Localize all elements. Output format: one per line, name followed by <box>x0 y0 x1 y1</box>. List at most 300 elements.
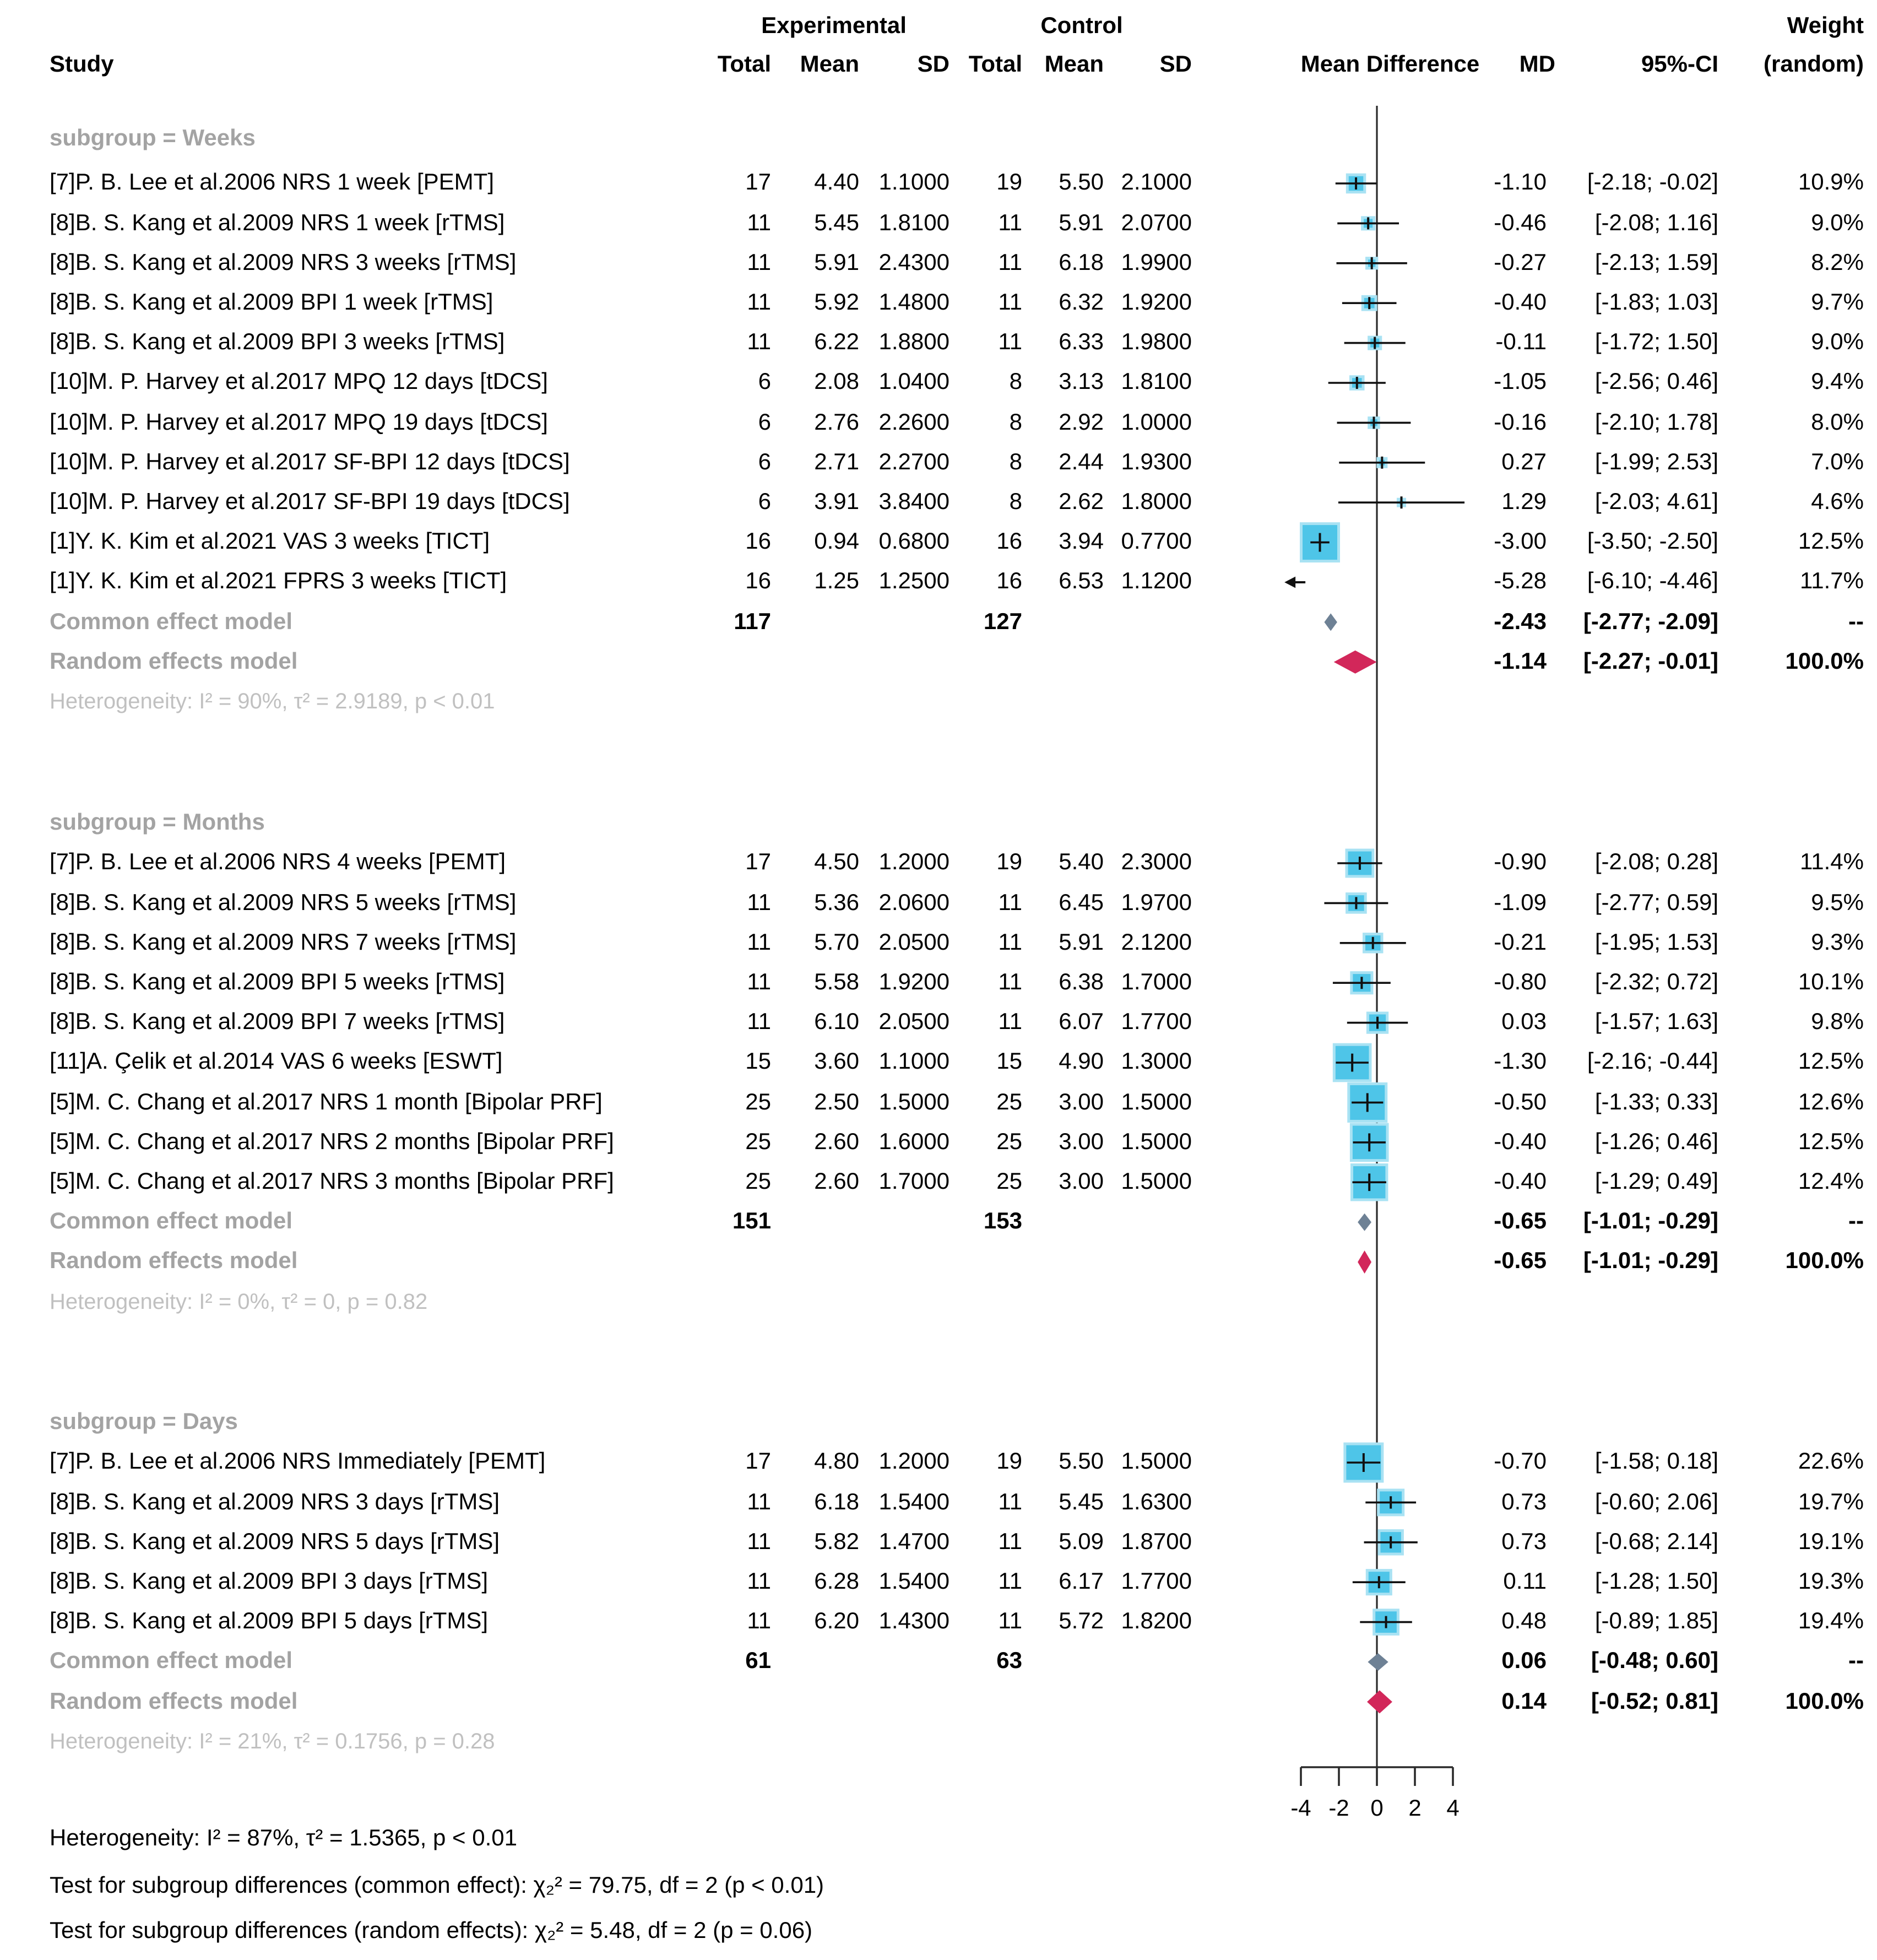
exp-sd-cell: 2.4300 <box>878 250 950 275</box>
ci-label-cell: [-2.18; -0.02] <box>1587 170 1718 196</box>
md-label-cell: -1.10 <box>1494 170 1547 196</box>
ctrl-sd-cell: 1.7700 <box>1121 1569 1192 1594</box>
subgroup-test-random-note: Test for subgroup differences (random effects): χ₂² = 5.48, df = 2 (p = 0.06) <box>50 1918 813 1943</box>
exp-total-cell: 6 <box>758 409 771 435</box>
weight-label-cell: 7.0% <box>1811 449 1864 475</box>
ctrl-sd-cell: 1.8700 <box>1121 1529 1192 1555</box>
ctrl-mean-cell: 5.50 <box>1059 170 1104 196</box>
ctrl-mean-cell: 2.44 <box>1059 449 1104 475</box>
column-header-ctrl-mean: Mean <box>1044 52 1104 77</box>
ctrl-total-cell: 25 <box>996 1089 1022 1115</box>
weight-label-cell: 9.5% <box>1811 890 1864 916</box>
exp-total-cell: 6 <box>758 489 771 515</box>
study-label: [10]M. P. Harvey et al.2017 SF-BPI 12 days [tDCS] <box>50 449 570 475</box>
ctrl-sd-cell: 1.8100 <box>1121 369 1192 395</box>
study-label: [8]B. S. Kang et al.2009 BPI 5 days [rTMS] <box>50 1609 489 1634</box>
heterogeneity-note: Heterogeneity: I² = 21%, τ² = 0.1756, p = 0.28 <box>50 1729 495 1754</box>
md-label-cell: 0.27 <box>1501 449 1547 475</box>
exp-mean-cell: 5.92 <box>814 290 859 315</box>
ci-label-cell: [-2.56; 0.46] <box>1594 369 1718 395</box>
column-header-exp-total: Total <box>717 52 771 77</box>
ci-label-cell: [-1.28; 1.50] <box>1594 1569 1718 1594</box>
exp-sd-cell: 1.1000 <box>878 170 950 196</box>
ctrl-total-cell: 11 <box>998 890 1022 916</box>
exp-mean-cell: 2.60 <box>814 1129 859 1155</box>
weight-label-cell: 19.1% <box>1798 1529 1864 1555</box>
study-label: [8]B. S. Kang et al.2009 NRS 3 days [rTMS] <box>50 1489 500 1515</box>
column-header-exp-sd: SD <box>917 52 950 77</box>
ci-cell: [-2.77; -2.09] <box>1583 609 1718 635</box>
exp-mean-cell: 6.18 <box>814 1489 859 1515</box>
ctrl-mean-cell: 4.90 <box>1059 1049 1104 1075</box>
exp-total-cell: 11 <box>747 970 771 995</box>
study-label: [8]B. S. Kang et al.2009 BPI 3 weeks [rTMS] <box>50 329 505 355</box>
study-label: [10]M. P. Harvey et al.2017 SF-BPI 19 days [tDCS] <box>50 489 570 515</box>
exp-sd-cell: 1.5400 <box>878 1569 950 1594</box>
exp-mean-cell: 4.80 <box>814 1449 859 1475</box>
ctrl-total-cell: 8 <box>1009 409 1022 435</box>
ci-label-cell: [-6.10; -4.46] <box>1587 568 1718 594</box>
weight-label-cell: 22.6% <box>1798 1449 1864 1475</box>
exp-total-cell: 16 <box>745 568 771 594</box>
ctrl-sd-cell: 1.8200 <box>1121 1609 1192 1634</box>
exp-total-cell: 11 <box>747 1569 771 1594</box>
exp-mean-cell: 5.58 <box>814 970 859 995</box>
ctrl-sd-cell: 2.1000 <box>1121 170 1192 196</box>
ci-cell: [-0.48; 0.60] <box>1591 1648 1718 1674</box>
ctrl-sd-cell: 1.5000 <box>1121 1129 1192 1155</box>
ctrl-mean-cell: 6.33 <box>1059 329 1104 355</box>
ctrl-sd-cell: 1.7000 <box>1121 970 1192 995</box>
weight-label-cell: 9.7% <box>1811 290 1864 315</box>
weight-label-cell: 8.0% <box>1811 409 1864 435</box>
exp-sd-cell: 2.0500 <box>878 929 950 955</box>
exp-sd-cell: 1.4800 <box>878 290 950 315</box>
md-label-cell: 1.29 <box>1501 489 1547 515</box>
md-label-cell: -0.40 <box>1494 290 1547 315</box>
ctrl-total-cell: 16 <box>996 568 1022 594</box>
exp-mean-cell: 3.60 <box>814 1049 859 1075</box>
ctrl-mean-cell: 3.13 <box>1059 369 1104 395</box>
exp-sd-cell: 1.8100 <box>878 210 950 236</box>
ctrl-sd-cell: 1.9900 <box>1121 250 1192 275</box>
weight-label-cell: 12.5% <box>1798 1049 1864 1075</box>
exp-total-cell: 16 <box>745 529 771 555</box>
exp-mean-cell: 6.20 <box>814 1609 859 1634</box>
ctrl-sd-cell: 2.1200 <box>1121 929 1192 955</box>
ctrl-sd-cell: 2.3000 <box>1121 849 1192 875</box>
ctrl-mean-cell: 5.91 <box>1059 929 1104 955</box>
study-label: [7]P. B. Lee et al.2006 NRS Immediately [PEMT] <box>50 1449 546 1475</box>
ctrl-mean-cell: 5.45 <box>1059 1489 1104 1515</box>
md-label-cell: -0.27 <box>1494 250 1547 275</box>
ctrl-total-cell: 63 <box>996 1648 1022 1674</box>
md-cell: -1.14 <box>1494 648 1547 674</box>
column-header-md: MD <box>1519 52 1555 77</box>
ci-label-cell: [-2.08; 1.16] <box>1594 210 1718 236</box>
ctrl-total-cell: 8 <box>1009 369 1022 395</box>
exp-total-cell: 25 <box>745 1089 771 1115</box>
ctrl-sd-cell: 1.7700 <box>1121 1009 1192 1035</box>
ctrl-total-cell: 15 <box>996 1049 1022 1075</box>
ctrl-sd-cell: 2.0700 <box>1121 210 1192 236</box>
weight-label-cell: 11.7% <box>1800 568 1864 594</box>
ctrl-total-cell: 11 <box>998 329 1022 355</box>
ctrl-sd-cell: 1.0000 <box>1121 409 1192 435</box>
weight-label-cell: 12.5% <box>1798 1129 1864 1155</box>
study-label: [11]A. Çelik et al.2014 VAS 6 weeks [ESWT] <box>50 1049 503 1075</box>
ci-label-cell: [-1.72; 1.50] <box>1594 329 1718 355</box>
md-label-cell: 0.48 <box>1501 1609 1547 1634</box>
weight-label-cell: 9.0% <box>1811 210 1864 236</box>
exp-mean-cell: 6.28 <box>814 1569 859 1594</box>
exp-sd-cell: 2.2600 <box>878 409 950 435</box>
weight-label-cell: 10.9% <box>1798 170 1864 196</box>
ctrl-total-cell: 16 <box>996 529 1022 555</box>
md-label-cell: 0.73 <box>1501 1489 1547 1515</box>
ctrl-mean-cell: 6.18 <box>1059 250 1104 275</box>
md-label-cell: -3.00 <box>1494 529 1547 555</box>
study-label: [5]M. C. Chang et al.2017 NRS 1 month [Bipolar PRF] <box>50 1089 603 1115</box>
weight-cell: 100.0% <box>1785 648 1864 674</box>
axis-tick-label: 0 <box>1370 1796 1384 1821</box>
ctrl-mean-cell: 6.07 <box>1059 1009 1104 1035</box>
ci-label-cell: [-1.99; 2.53] <box>1594 449 1718 475</box>
ctrl-total-cell: 11 <box>998 250 1022 275</box>
md-cell: -2.43 <box>1494 609 1547 635</box>
axis-tick-label: 4 <box>1446 1796 1460 1821</box>
weight-cell: 100.0% <box>1785 1688 1864 1714</box>
ctrl-mean-cell: 5.40 <box>1059 849 1104 875</box>
random-effects-label: Random effects model <box>50 1688 298 1714</box>
column-header-weight-random: (random) <box>1764 52 1864 77</box>
md-label-cell: -0.80 <box>1494 970 1547 995</box>
weight-label-cell: 9.3% <box>1811 929 1864 955</box>
weight-label-cell: 19.7% <box>1798 1489 1864 1515</box>
axis-tick-label: -2 <box>1328 1796 1349 1821</box>
ctrl-total-cell: 8 <box>1009 449 1022 475</box>
ctrl-total-cell: 11 <box>998 1609 1022 1634</box>
ctrl-mean-cell: 2.62 <box>1059 489 1104 515</box>
ci-label-cell: [-1.26; 0.46] <box>1594 1129 1718 1155</box>
exp-total-cell: 6 <box>758 369 771 395</box>
exp-mean-cell: 6.22 <box>814 329 859 355</box>
md-cell: 0.14 <box>1501 1688 1547 1714</box>
weight-label-cell: 8.2% <box>1811 250 1864 275</box>
overall-heterogeneity-note: Heterogeneity: I² = 87%, τ² = 1.5365, p < 0.01 <box>50 1826 517 1851</box>
weight-label-cell: 12.4% <box>1798 1169 1864 1194</box>
study-label: [8]B. S. Kang et al.2009 NRS 5 weeks [rTMS] <box>50 890 517 916</box>
study-label: [1]Y. K. Kim et al.2021 VAS 3 weeks [TICT] <box>50 529 490 555</box>
exp-total-cell: 17 <box>745 170 771 196</box>
exp-mean-cell: 0.94 <box>814 529 859 555</box>
ctrl-mean-cell: 3.94 <box>1059 529 1104 555</box>
md-label-cell: 0.03 <box>1501 1009 1547 1035</box>
exp-total-cell: 11 <box>747 1609 771 1634</box>
column-header-exp-mean: Mean <box>800 52 859 77</box>
md-label-cell: -0.50 <box>1494 1089 1547 1115</box>
ci-label-cell: [-2.08; 0.28] <box>1594 849 1718 875</box>
md-label-cell: -0.16 <box>1494 409 1547 435</box>
ctrl-mean-cell: 5.91 <box>1059 210 1104 236</box>
common-effect-label: Common effect model <box>50 609 293 635</box>
exp-sd-cell: 1.8800 <box>878 329 950 355</box>
study-label: [8]B. S. Kang et al.2009 BPI 5 weeks [rTMS] <box>50 970 505 995</box>
weight-label-cell: 10.1% <box>1798 970 1864 995</box>
md-label-cell: -1.09 <box>1494 890 1547 916</box>
ci-label-cell: [-0.60; 2.06] <box>1594 1489 1718 1515</box>
study-label: [5]M. C. Chang et al.2017 NRS 2 months [Bipolar PRF] <box>50 1129 614 1155</box>
exp-total-cell: 11 <box>747 1489 771 1515</box>
exp-mean-cell: 2.50 <box>814 1089 859 1115</box>
ctrl-mean-cell: 5.50 <box>1059 1449 1104 1475</box>
ci-label-cell: [-1.29; 0.49] <box>1594 1169 1718 1194</box>
exp-sd-cell: 2.2700 <box>878 449 950 475</box>
md-cell: -0.65 <box>1494 1209 1547 1235</box>
study-label: [10]M. P. Harvey et al.2017 MPQ 19 days [tDCS] <box>50 409 548 435</box>
study-label: [8]B. S. Kang et al.2009 NRS 3 weeks [rTMS] <box>50 250 517 275</box>
study-label: [10]M. P. Harvey et al.2017 MPQ 12 days [tDCS] <box>50 369 548 395</box>
exp-sd-cell: 2.0600 <box>878 890 950 916</box>
exp-mean-cell: 5.91 <box>814 250 859 275</box>
ctrl-total-cell: 25 <box>996 1169 1022 1194</box>
study-label: [8]B. S. Kang et al.2009 BPI 1 week [rTMS] <box>50 290 493 315</box>
exp-sd-cell: 1.4300 <box>878 1609 950 1634</box>
exp-sd-cell: 1.1000 <box>878 1049 950 1075</box>
ctrl-mean-cell: 6.53 <box>1059 568 1104 594</box>
md-label-cell: -0.40 <box>1494 1129 1547 1155</box>
md-label-cell: -0.11 <box>1495 329 1547 355</box>
ctrl-sd-cell: 1.6300 <box>1121 1489 1192 1515</box>
ci-label-cell: [-0.89; 1.85] <box>1594 1609 1718 1634</box>
ctrl-total-cell: 11 <box>998 970 1022 995</box>
exp-total-cell: 15 <box>745 1049 771 1075</box>
md-label-cell: -0.90 <box>1494 849 1547 875</box>
heterogeneity-note: Heterogeneity: I² = 0%, τ² = 0, p = 0.82 <box>50 1290 428 1314</box>
exp-sd-cell: 1.6000 <box>878 1129 950 1155</box>
md-label-cell: -0.40 <box>1494 1169 1547 1194</box>
ci-cell: [-2.27; -0.01] <box>1583 648 1718 674</box>
study-label: [8]B. S. Kang et al.2009 BPI 7 weeks [rTMS] <box>50 1009 505 1035</box>
exp-sd-cell: 1.9200 <box>878 970 950 995</box>
ctrl-mean-cell: 3.00 <box>1059 1169 1104 1194</box>
common-effect-label: Common effect model <box>50 1648 293 1674</box>
weight-label-cell: 11.4% <box>1800 849 1864 875</box>
study-label: [7]P. B. Lee et al.2006 NRS 1 week [PEMT] <box>50 170 494 196</box>
exp-sd-cell: 0.6800 <box>878 529 950 555</box>
study-label: [5]M. C. Chang et al.2017 NRS 3 months [Bipolar PRF] <box>50 1169 614 1194</box>
exp-total-cell: 11 <box>747 250 771 275</box>
exp-total-cell: 6 <box>758 449 771 475</box>
study-label: [8]B. S. Kang et al.2009 NRS 7 weeks [rTMS] <box>50 929 517 955</box>
column-group-header-control: Control <box>1040 13 1123 39</box>
ctrl-total-cell: 19 <box>996 849 1022 875</box>
ci-label-cell: [-1.57; 1.63] <box>1594 1009 1718 1035</box>
ctrl-total-cell: 11 <box>998 290 1022 315</box>
axis-tick-label: 2 <box>1408 1796 1422 1821</box>
column-header-ci: 95%-CI <box>1641 52 1718 77</box>
subgroup-label: subgroup = Weeks <box>50 125 256 151</box>
ctrl-sd-cell: 1.9300 <box>1121 449 1192 475</box>
exp-sd-cell: 1.5400 <box>878 1489 950 1515</box>
exp-mean-cell: 3.91 <box>814 489 859 515</box>
exp-sd-cell: 1.2500 <box>878 568 950 594</box>
md-label-cell: -1.30 <box>1494 1049 1547 1075</box>
exp-mean-cell: 2.60 <box>814 1169 859 1194</box>
weight-label-cell: 19.4% <box>1798 1609 1864 1634</box>
ctrl-total-cell: 11 <box>998 1489 1022 1515</box>
exp-total-cell: 17 <box>745 1449 771 1475</box>
column-header-weight: Weight <box>1787 13 1864 39</box>
exp-total-cell: 11 <box>747 329 771 355</box>
exp-mean-cell: 5.36 <box>814 890 859 916</box>
weight-label-cell: 9.8% <box>1811 1009 1864 1035</box>
weight-label-cell: 12.6% <box>1798 1089 1864 1115</box>
exp-mean-cell: 6.10 <box>814 1009 859 1035</box>
random-effects-label: Random effects model <box>50 648 298 674</box>
weight-label-cell: 19.3% <box>1798 1569 1864 1594</box>
ctrl-total-cell: 25 <box>996 1129 1022 1155</box>
ci-label-cell: [-2.32; 0.72] <box>1594 970 1718 995</box>
exp-sd-cell: 3.8400 <box>878 489 950 515</box>
md-cell: -0.65 <box>1494 1248 1547 1274</box>
ci-label-cell: [-2.13; 1.59] <box>1594 250 1718 275</box>
column-header-ctrl-sd: SD <box>1159 52 1192 77</box>
exp-sd-cell: 2.0500 <box>878 1009 950 1035</box>
exp-mean-cell: 5.82 <box>814 1529 859 1555</box>
ci-label-cell: [-2.03; 4.61] <box>1594 489 1718 515</box>
ci-label-cell: [-1.95; 1.53] <box>1594 929 1718 955</box>
exp-sd-cell: 1.5000 <box>878 1089 950 1115</box>
exp-mean-cell: 2.08 <box>814 369 859 395</box>
subgroup-label: subgroup = Months <box>50 810 265 836</box>
md-label-cell: 0.73 <box>1501 1529 1547 1555</box>
exp-sd-cell: 1.2000 <box>878 1449 950 1475</box>
column-header-ctrl-total: Total <box>968 52 1022 77</box>
ctrl-mean-cell: 5.72 <box>1059 1609 1104 1634</box>
ctrl-total-cell: 19 <box>996 1449 1022 1475</box>
subgroup-test-common-note: Test for subgroup differences (common effect): χ₂² = 79.75, df = 2 (p < 0.01) <box>50 1873 824 1898</box>
weight-label-cell: 12.5% <box>1798 529 1864 555</box>
study-label: [8]B. S. Kang et al.2009 BPI 3 days [rTMS] <box>50 1569 489 1594</box>
ci-cell: [-0.52; 0.81] <box>1591 1688 1718 1714</box>
ctrl-mean-cell: 6.17 <box>1059 1569 1104 1594</box>
exp-total-cell: 117 <box>734 609 771 635</box>
ctrl-total-cell: 11 <box>998 1009 1022 1035</box>
study-label: [8]B. S. Kang et al.2009 NRS 5 days [rTMS] <box>50 1529 500 1555</box>
ctrl-sd-cell: 1.9800 <box>1121 329 1192 355</box>
exp-total-cell: 25 <box>745 1169 771 1194</box>
ci-label-cell: [-0.68; 2.14] <box>1594 1529 1718 1555</box>
md-label-cell: -0.21 <box>1494 929 1547 955</box>
ctrl-total-cell: 153 <box>983 1209 1022 1235</box>
exp-total-cell: 11 <box>747 1529 771 1555</box>
exp-total-cell: 11 <box>747 210 771 236</box>
exp-total-cell: 11 <box>747 290 771 315</box>
study-label: [7]P. B. Lee et al.2006 NRS 4 weeks [PEMT] <box>50 849 506 875</box>
ctrl-mean-cell: 6.32 <box>1059 290 1104 315</box>
column-header-mean-difference: Mean Difference <box>1300 52 1480 77</box>
ci-label-cell: [-2.16; -0.44] <box>1587 1049 1718 1075</box>
weight-label-cell: 9.4% <box>1811 369 1864 395</box>
random-effects-label: Random effects model <box>50 1248 298 1274</box>
weight-cell: 100.0% <box>1785 1248 1864 1274</box>
ctrl-sd-cell: 1.5000 <box>1121 1169 1192 1194</box>
exp-mean-cell: 4.40 <box>814 170 859 196</box>
ci-label-cell: [-2.10; 1.78] <box>1594 409 1718 435</box>
ci-label-cell: [-3.50; -2.50] <box>1587 529 1718 555</box>
ci-cell: [-1.01; -0.29] <box>1583 1248 1718 1274</box>
exp-total-cell: 11 <box>747 1009 771 1035</box>
exp-mean-cell: 1.25 <box>814 568 859 594</box>
ctrl-mean-cell: 3.00 <box>1059 1129 1104 1155</box>
ci-label-cell: [-2.77; 0.59] <box>1594 890 1718 916</box>
ctrl-sd-cell: 1.5000 <box>1121 1089 1192 1115</box>
exp-mean-cell: 2.76 <box>814 409 859 435</box>
ctrl-mean-cell: 3.00 <box>1059 1089 1104 1115</box>
ctrl-total-cell: 19 <box>996 170 1022 196</box>
md-label-cell: -0.70 <box>1494 1449 1547 1475</box>
ctrl-sd-cell: 1.8000 <box>1121 489 1192 515</box>
ci-label-cell: [-1.33; 0.33] <box>1594 1089 1718 1115</box>
exp-total-cell: 11 <box>747 890 771 916</box>
exp-total-cell: 61 <box>745 1648 771 1674</box>
axis-tick-label: -4 <box>1290 1796 1311 1821</box>
exp-total-cell: 11 <box>747 929 771 955</box>
column-header-study: Study <box>50 52 114 77</box>
exp-total-cell: 151 <box>732 1209 771 1235</box>
ctrl-sd-cell: 1.3000 <box>1121 1049 1192 1075</box>
md-cell: 0.06 <box>1501 1648 1547 1674</box>
ctrl-sd-cell: 0.7700 <box>1121 529 1192 555</box>
ctrl-total-cell: 11 <box>998 1529 1022 1555</box>
md-label-cell: -1.05 <box>1494 369 1547 395</box>
ctrl-sd-cell: 1.5000 <box>1121 1449 1192 1475</box>
heterogeneity-note: Heterogeneity: I² = 90%, τ² = 2.9189, p < 0.01 <box>50 690 495 714</box>
exp-sd-cell: 1.4700 <box>878 1529 950 1555</box>
exp-mean-cell: 4.50 <box>814 849 859 875</box>
ctrl-sd-cell: 1.1200 <box>1121 568 1192 594</box>
ctrl-mean-cell: 5.09 <box>1059 1529 1104 1555</box>
weight-cell: -- <box>1848 1209 1864 1235</box>
ctrl-total-cell: 8 <box>1009 489 1022 515</box>
ctrl-sd-cell: 1.9700 <box>1121 890 1192 916</box>
ctrl-total-cell: 11 <box>998 210 1022 236</box>
exp-mean-cell: 5.45 <box>814 210 859 236</box>
ctrl-total-cell: 11 <box>998 929 1022 955</box>
common-effect-label: Common effect model <box>50 1209 293 1235</box>
ctrl-mean-cell: 2.92 <box>1059 409 1104 435</box>
exp-mean-cell: 2.71 <box>814 449 859 475</box>
weight-label-cell: 9.0% <box>1811 329 1864 355</box>
ctrl-sd-cell: 1.9200 <box>1121 290 1192 315</box>
study-label: [1]Y. K. Kim et al.2021 FPRS 3 weeks [TICT] <box>50 568 507 594</box>
exp-mean-cell: 5.70 <box>814 929 859 955</box>
ctrl-mean-cell: 6.38 <box>1059 970 1104 995</box>
ctrl-mean-cell: 6.45 <box>1059 890 1104 916</box>
md-label-cell: -5.28 <box>1494 568 1547 594</box>
study-label: [8]B. S. Kang et al.2009 NRS 1 week [rTMS] <box>50 210 505 236</box>
exp-sd-cell: 1.2000 <box>878 849 950 875</box>
exp-total-cell: 25 <box>745 1129 771 1155</box>
ctrl-total-cell: 11 <box>998 1569 1022 1594</box>
md-label-cell: -0.46 <box>1494 210 1547 236</box>
ci-label-cell: [-1.83; 1.03] <box>1594 290 1718 315</box>
ci-label-cell: [-1.58; 0.18] <box>1594 1449 1718 1475</box>
column-group-header-experimental: Experimental <box>761 13 907 39</box>
weight-cell: -- <box>1848 1648 1864 1674</box>
ctrl-total-cell: 127 <box>983 609 1022 635</box>
